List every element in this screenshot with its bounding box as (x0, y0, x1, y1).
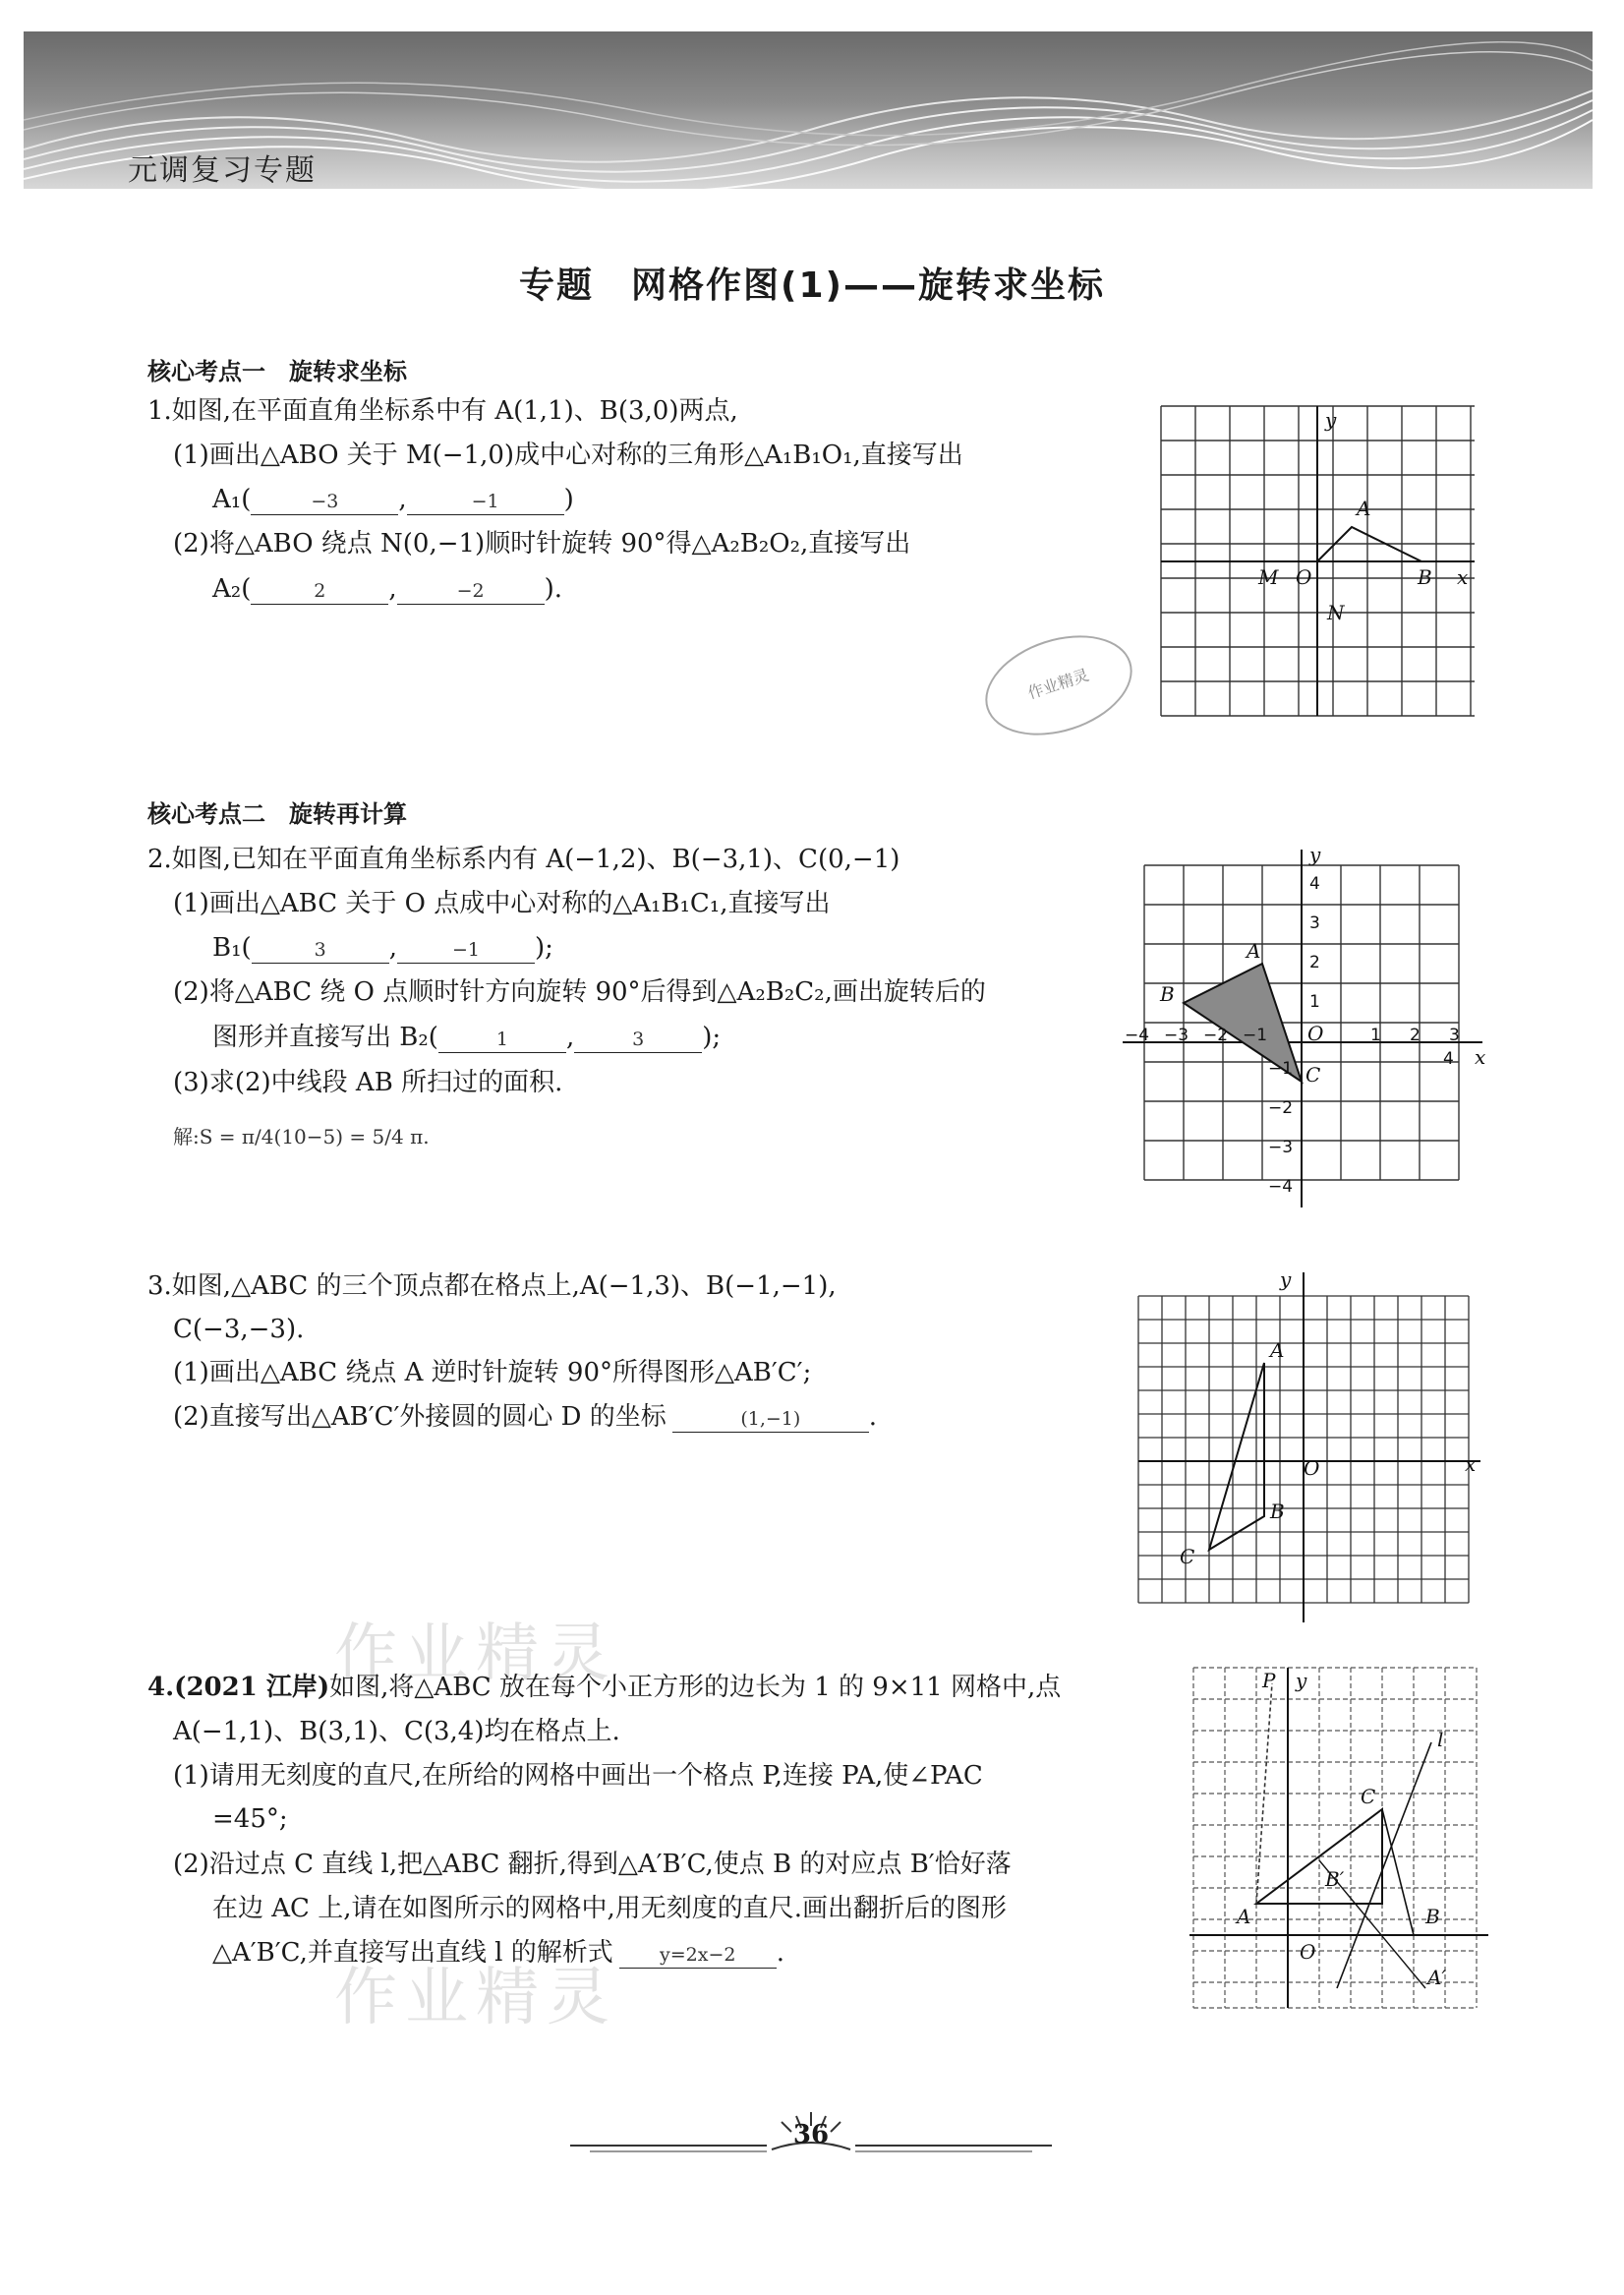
fig2-ytick: 4 (1309, 874, 1320, 894)
q2-part3: (3)求(2)中线段 AB 所扫过的面积. (173, 1068, 563, 1097)
figure-4 (1189, 1664, 1488, 2012)
q3-stem2: C(−3,−3). (173, 1315, 305, 1344)
q2-b2-x: 1 (438, 1027, 566, 1053)
q4-stem-line (147, 1672, 1061, 1703)
q3-stem: 3.如图,△ABC 的三个顶点都在格点上,A(−1,3)、B(−1,−1), (147, 1271, 837, 1301)
q2-b1-line: B₁( 3 , −1 ); (212, 933, 553, 963)
fig3-label-A: A (1270, 1338, 1285, 1362)
fig4-grid (1193, 1668, 1477, 2008)
fig2-xtick: 1 (1370, 1026, 1381, 1045)
q2-b1-x: 3 (252, 937, 389, 964)
q2-part1: (1)画出△ABC 关于 O 点成中心对称的△A₁B₁C₁,直接写出 (173, 889, 831, 918)
q2-part2: (2)将△ABC 绕 O 点顺时针方向旋转 90°后得到△A₂B₂C₂,画出旋转后的 (173, 977, 986, 1007)
q4-stem-label: 4.(2021 江岸) (147, 1673, 330, 1702)
fig2-xtick: −3 (1164, 1026, 1189, 1045)
q1-a1-x: −3 (251, 489, 398, 515)
fig4-label-C: C (1361, 1785, 1376, 1808)
fig4-label-B: B (1425, 1905, 1440, 1928)
fig1-label-B: B (1418, 565, 1432, 589)
q1-answer2-line: A₂( 2 , −2 ). (212, 574, 563, 604)
fig1-label-y: y (1325, 408, 1337, 432)
fig2-xtick: 4 (1443, 1049, 1454, 1069)
fig4-label-l: l (1437, 1728, 1444, 1751)
fig3-label-x: x (1465, 1452, 1477, 1476)
q1-a1-y: −1 (407, 489, 564, 515)
fig4-label-P: P (1262, 1669, 1276, 1692)
q4-part2c: △A′B′C,并直接写出直线 l 的解析式 (212, 1938, 613, 1968)
q4-part1b: =45°; (212, 1804, 288, 1834)
stamp-seal: 作业精灵 (972, 618, 1145, 753)
q1-a1-prefix: A₁( (212, 485, 252, 514)
q1-a2-prefix: A₂( (212, 574, 252, 604)
fig4-label-A: A (1237, 1905, 1251, 1928)
q1-part1: (1)画出△ABO 关于 M(−1,0)成中心对称的三角形△A₁B₁O₁,直接写出 (173, 441, 963, 470)
fig2-xtick: −4 (1125, 1026, 1150, 1045)
fig3-label-C: C (1180, 1545, 1195, 1568)
fig3-label-O: O (1304, 1456, 1320, 1480)
q3-part2: (2)直接写出△AB′C′外接圆的圆心 D 的坐标 (173, 1402, 667, 1432)
section-heading-2: 核心考点二 旋转再计算 (147, 800, 407, 828)
fig1-label-A: A (1357, 497, 1371, 520)
q4-stem2: A(−1,1)、B(3,1)、C(3,4)均在格点上. (173, 1717, 620, 1746)
fig2-ytick: −1 (1268, 1059, 1294, 1079)
fig3-label-B: B (1270, 1500, 1285, 1523)
fig2-label-C: C (1305, 1063, 1321, 1087)
q1-part2: (2)将△ABO 绕点 N(0,−1)顺时针旋转 90°得△A₂B₂O₂,直接写出 (173, 529, 911, 559)
q1-a2-x: 2 (251, 578, 388, 605)
figure-3 (1136, 1268, 1482, 1628)
fig2-label-A: A (1247, 939, 1261, 963)
fig2-xtick: −1 (1243, 1026, 1268, 1045)
figure-1 (1160, 405, 1477, 720)
q2-solution: 解:S = π/4(10−5) = 5/4 π. (173, 1125, 430, 1148)
q3-answer: (1,−1) (672, 1406, 869, 1433)
page-number: 36 (792, 2120, 830, 2149)
q4-part2c-line: △A′B′C,并直接写出直线 l 的解析式 y=2x−2 . (212, 1938, 785, 1968)
q2-b2-y: 3 (574, 1027, 702, 1053)
q4-part2b: 在边 AC 上,请在如图所示的网格中,用无刻度的直尺.画出翻折后的图形 (212, 1894, 1007, 1923)
fig4-label-y: y (1296, 1669, 1307, 1692)
q2-stem: 2.如图,已知在平面直角坐标系内有 A(−1,2)、B(−3,1)、C(0,−1) (147, 845, 900, 874)
section-heading-1: 核心考点一 旋转求坐标 (147, 358, 407, 385)
fig2-label-y: y (1309, 846, 1321, 866)
fig2-ytick: 2 (1309, 953, 1320, 972)
fig1-label-N: N (1327, 601, 1345, 624)
q4-answer: y=2x−2 (619, 1942, 777, 1969)
fig2-ytick: −4 (1268, 1177, 1294, 1197)
fig2-ytick: −3 (1268, 1138, 1294, 1157)
q2-b1-y: −1 (397, 937, 535, 964)
fig1-label-x: x (1457, 565, 1469, 589)
q2-b1-prefix: B₁( (212, 933, 252, 963)
fig2-ytick: 1 (1309, 992, 1320, 1012)
fig1-label-O: O (1296, 565, 1312, 589)
fig2-label-O: O (1307, 1022, 1324, 1045)
fig2-xtick: −2 (1203, 1026, 1229, 1045)
fig3-label-y: y (1280, 1268, 1292, 1291)
fig2-xtick: 3 (1449, 1026, 1460, 1045)
fig4-label-B-prime: B′ (1325, 1867, 1345, 1891)
watermark-1: 作业精灵 (334, 1618, 617, 1690)
q1-a2-y: −2 (397, 578, 545, 605)
q3-part1: (1)画出△ABC 绕点 A 逆时针旋转 90°所得图形△AB′C′; (173, 1358, 812, 1387)
fig4-label-A-prime: A′ (1427, 1966, 1446, 1989)
fig1-label-M: M (1258, 565, 1279, 589)
fig2-label-x: x (1475, 1045, 1486, 1069)
fig2-ytick: −2 (1268, 1098, 1294, 1118)
banner-label: 元调复习专题 (128, 153, 317, 188)
q2-b2-prefix: 图形并直接写出 B₂( (212, 1023, 438, 1052)
fig2-xtick: 2 (1410, 1026, 1421, 1045)
q4-part1: (1)请用无刻度的直尺,在所给的网格中画出一个格点 P,连接 PA,使∠PAC (173, 1761, 983, 1791)
q4-stem: 如图,将△ABC 放在每个小正方形的边长为 1 的 9×11 网格中,点 (329, 1673, 1062, 1702)
page-title: 专题 网格作图(1)——旋转求坐标 (519, 265, 1105, 306)
fig2-label-B: B (1160, 982, 1175, 1006)
watermark-2: 作业精灵 (334, 1962, 617, 2034)
fig2-ytick: 3 (1309, 913, 1320, 933)
q1-answer1-line: A₁( −3 , −1 ) (212, 485, 574, 514)
fig4-label-O: O (1300, 1940, 1316, 1964)
q2-b2-line: 图形并直接写出 B₂( 1 , 3 ); (212, 1023, 722, 1052)
figure-2 (1109, 846, 1486, 1209)
q1-stem: 1.如图,在平面直角坐标系中有 A(1,1)、B(3,0)两点, (147, 396, 738, 426)
page-footer (560, 2106, 1062, 2165)
q3-part2-line: (2)直接写出△AB′C′外接圆的圆心 D 的坐标 (1,−1) . (173, 1402, 878, 1432)
q4-part2: (2)沿过点 C 直线 l,把△ABC 翻折,得到△A′B′C,使点 B 的对应点 B′恰好落 (173, 1850, 1012, 1879)
